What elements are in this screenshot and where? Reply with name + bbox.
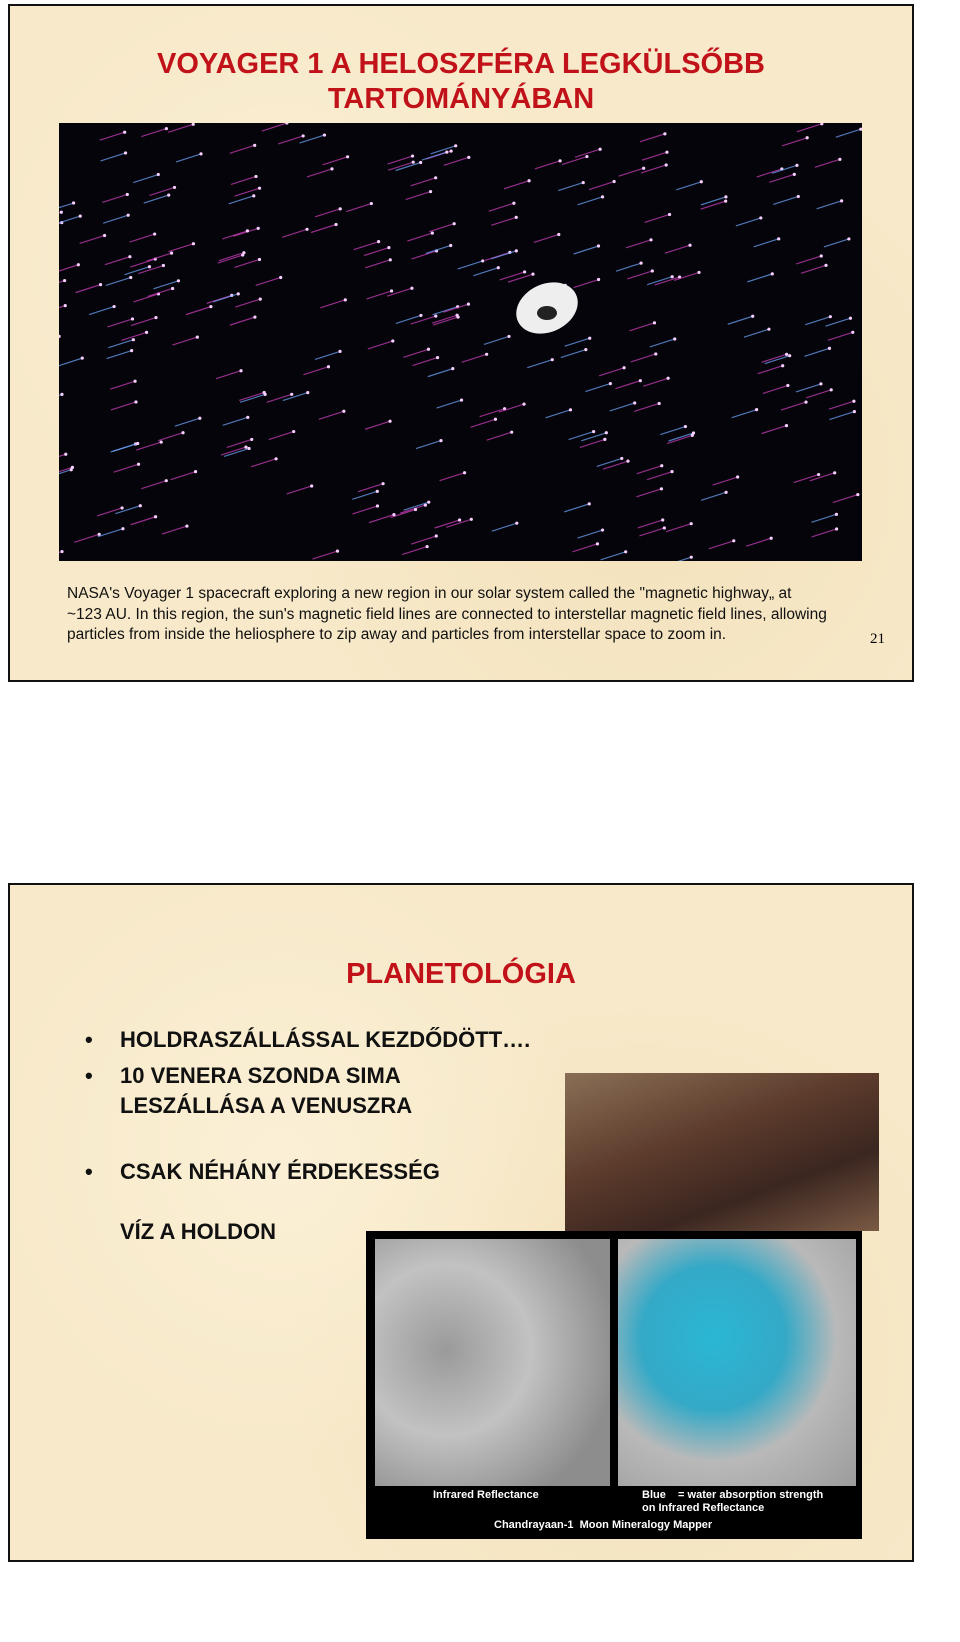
slide-planetologia xyxy=(8,883,914,1562)
moon-water-image xyxy=(366,1231,862,1539)
moon-label-right: Blue = water absorption strength xyxy=(642,1489,824,1501)
slide-title-line2: TARTOMÁNYÁBAN xyxy=(327,83,595,115)
bullet-item: CSAK NÉHÁNY ÉRDEKESSÉG xyxy=(120,1159,440,1184)
venera-surface-image xyxy=(565,1073,879,1231)
bullet-item-cont: LESZÁLLÁSA A VENUSZRA xyxy=(120,1093,413,1118)
water-panel xyxy=(618,1239,856,1486)
bullet: • xyxy=(85,1063,93,1088)
bullet-item: HOLDRASZÁLLÁSSAL KEZDŐDÖTT…. xyxy=(120,1027,531,1052)
image-caption: NASA's Voyager 1 spacecraft exploring a new region in our solar system called the "magnetic highway„ at ~123 AU. In this region, the sun's magnetic field lines are connected to interstellar magnetic field lines, allowing particles from inside the heliosphere to zip away and particles from interstellar space to zoom in. xyxy=(67,585,827,643)
bullet: • xyxy=(85,1159,93,1184)
slide-21 xyxy=(8,4,914,682)
star-field xyxy=(59,123,862,561)
page-number: 21 xyxy=(870,631,885,647)
bullet: • xyxy=(85,1027,93,1052)
sub-item: VÍZ A HOLDON xyxy=(120,1219,277,1244)
voyager-image xyxy=(59,123,862,561)
infrared-panel xyxy=(375,1239,610,1486)
moon-label-left: Infrared Reflectance xyxy=(433,1489,539,1501)
moon-label-right2: on Infrared Reflectance xyxy=(642,1502,765,1514)
moon-label-bottom: Chandrayaan-1 Moon Mineralogy Mapper xyxy=(494,1519,713,1531)
bullet-item: 10 VENERA SZONDA SIMA xyxy=(120,1063,401,1088)
slide-title: PLANETOLÓGIA xyxy=(346,958,576,990)
slide-title-line1: VOYAGER 1 A HELOSZFÉRA LEGKÜLSŐBB xyxy=(157,48,765,80)
